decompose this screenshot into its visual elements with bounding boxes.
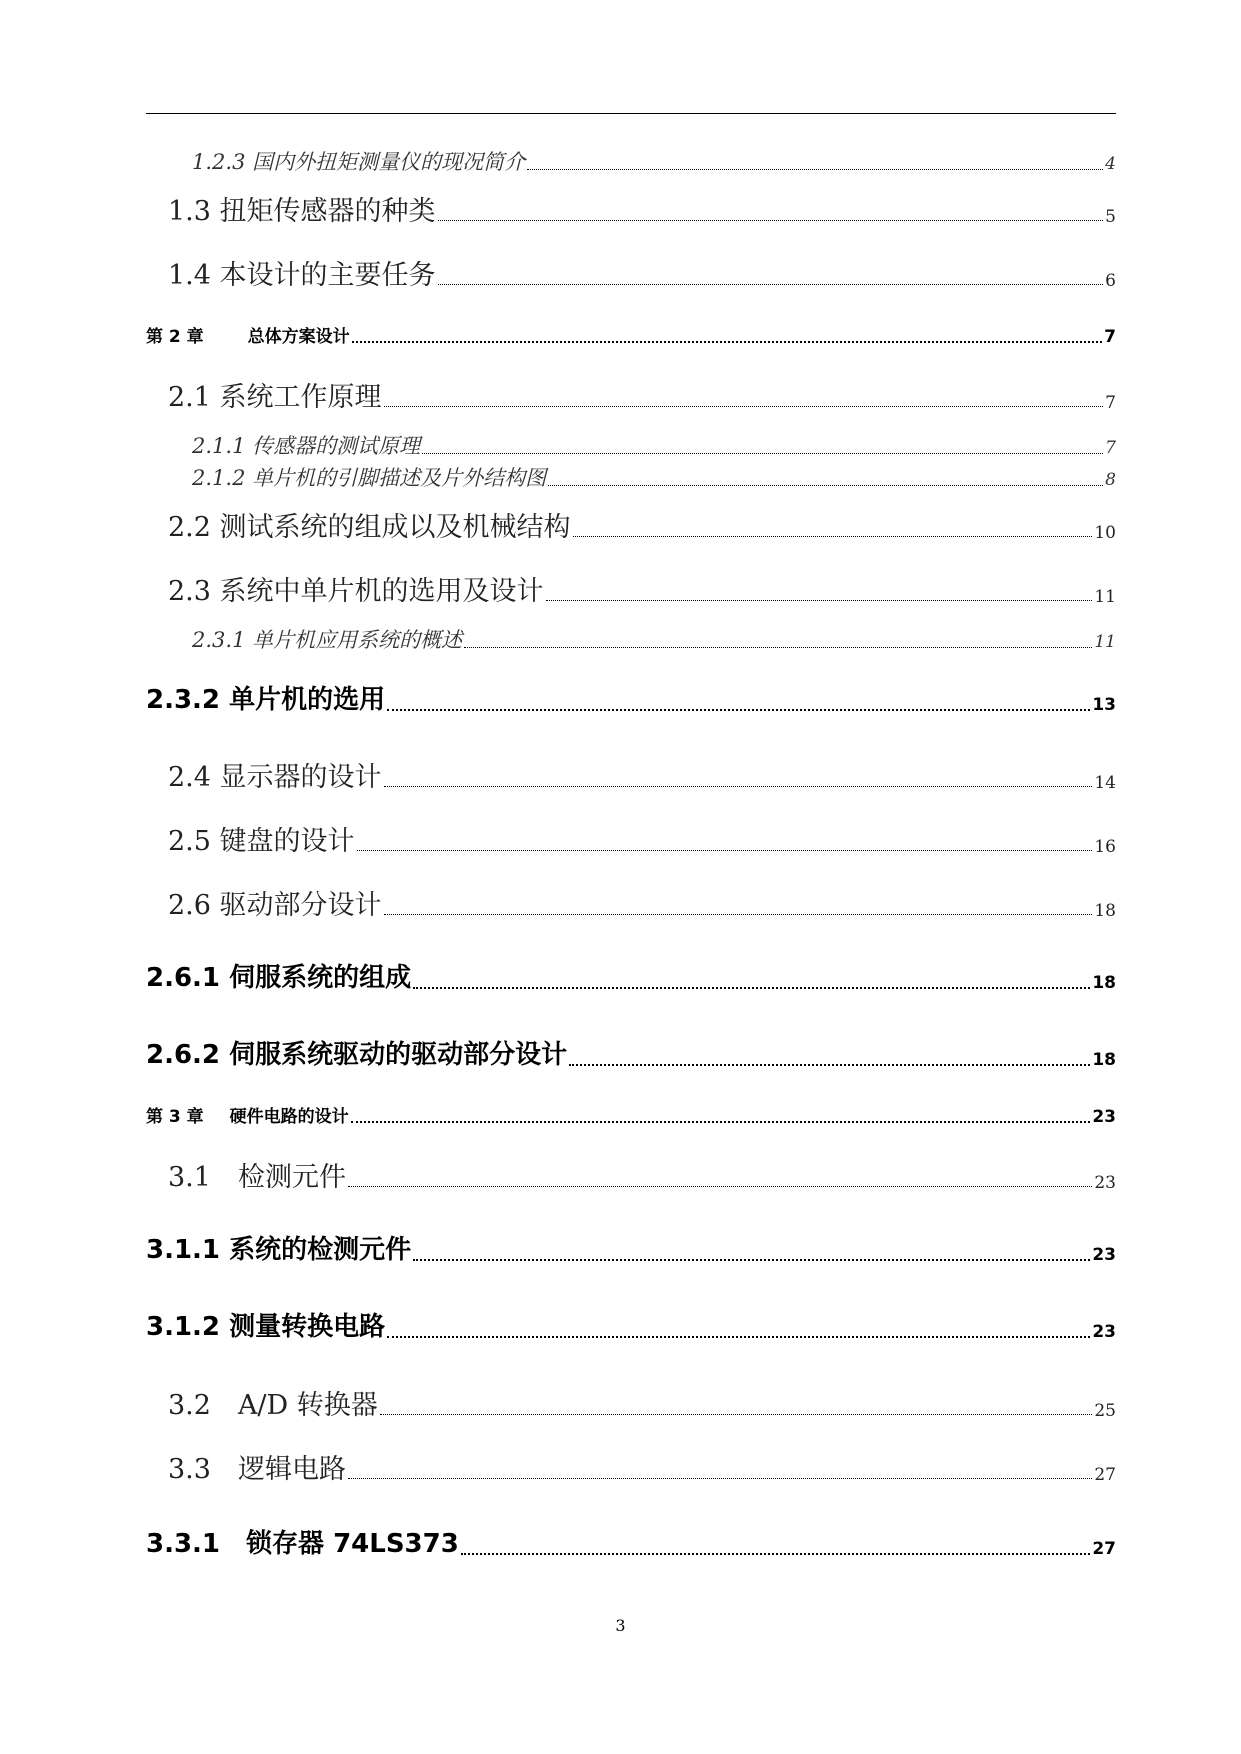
toc-entry[interactable] (146, 1530, 1116, 1560)
toc-entry-title: 2.6 驱动部分设计 (168, 890, 382, 921)
toc-leader (352, 341, 1102, 343)
toc-entry-title: 2.1 系统工作原理 (168, 382, 382, 413)
toc-leader (527, 169, 1103, 170)
header-rule (146, 113, 1116, 114)
toc-entry[interactable] (146, 1041, 1116, 1071)
toc-entry-page: 25 (1094, 1400, 1116, 1421)
toc-entry-title: 2.1.1 传感器的测试原理 (192, 434, 421, 458)
toc-entry[interactable] (168, 890, 1116, 921)
toc-entry[interactable] (168, 512, 1116, 543)
toc-entry-title: 2.1.2 单片机的引脚描述及片外结构图 (192, 466, 547, 490)
toc-leader (569, 1064, 1090, 1066)
toc-entry-title: 3.1 检测元件 (168, 1162, 346, 1193)
toc-entry-page: 10 (1094, 522, 1116, 543)
toc-entry-page: 27 (1094, 1464, 1116, 1485)
toc-leader (348, 1186, 1092, 1187)
toc-entry[interactable] (168, 196, 1116, 227)
chapter-title: 硬件电路的设计 (229, 1107, 349, 1127)
toc-entry-page: 7 (1105, 437, 1116, 458)
chapter-number: 第 3 章 (146, 1107, 204, 1127)
toc-entry-title: 2.6.1 伺服系统的组成 (146, 963, 412, 993)
toc-entry[interactable] (192, 150, 1116, 174)
toc-entry-page: 23 (1092, 1322, 1116, 1343)
toc-entry-page: 13 (1092, 695, 1116, 716)
toc-entry[interactable] (168, 382, 1116, 413)
toc-leader (546, 600, 1093, 601)
toc-leader (384, 406, 1104, 407)
toc-entry-page: 8 (1105, 469, 1116, 490)
toc-entry-title: 3.1.1 系统的检测元件 (146, 1235, 412, 1265)
toc-entry-page: 4 (1105, 153, 1116, 174)
toc-entry-title: 3.3.1 锁存器 74LS373 (146, 1529, 459, 1559)
chapter-title: 总体方案设计 (247, 327, 350, 347)
toc-entry-title: 3.2 A/D 转换器 (168, 1390, 378, 1421)
toc-entry[interactable] (192, 466, 1116, 490)
toc-leader (380, 1414, 1093, 1415)
toc-leader (384, 914, 1093, 915)
toc-entry[interactable] (168, 576, 1116, 607)
toc-entry[interactable] (146, 1236, 1116, 1266)
toc-entry[interactable] (168, 1390, 1116, 1421)
toc-entry[interactable] (168, 826, 1116, 857)
toc-leader (461, 1553, 1091, 1555)
toc-entry-page: 23 (1092, 1245, 1116, 1266)
toc-leader (348, 1478, 1092, 1479)
toc-entry-page: 18 (1092, 1050, 1116, 1071)
toc-entry[interactable] (192, 628, 1116, 652)
toc-leader (422, 453, 1103, 454)
toc-entry[interactable] (168, 1454, 1116, 1485)
toc-entry-page: 23 (1092, 1107, 1116, 1127)
toc-entry[interactable] (146, 686, 1116, 716)
toc-leader (384, 786, 1093, 787)
toc-leader (573, 536, 1093, 537)
toc-entry-chapter[interactable] (146, 1108, 1116, 1128)
toc-entry-title: 2.5 键盘的设计 (168, 826, 355, 857)
toc-entry-title: 3.1.2 测量转换电路 (146, 1312, 386, 1342)
toc-leader (438, 220, 1104, 221)
toc-leader (464, 647, 1092, 648)
toc-entry[interactable] (146, 964, 1116, 994)
toc-entry-title: 1.2.3 国内外扭矩测量仪的现况简介 (192, 150, 526, 174)
chapter-number: 第 2 章 (146, 327, 204, 347)
toc-leader (357, 850, 1093, 851)
toc-entry-title: 3.3 逻辑电路 (168, 1454, 346, 1485)
toc-leader (387, 709, 1090, 711)
toc-entry-title: 2.4 显示器的设计 (168, 762, 382, 793)
toc-leader (413, 1259, 1090, 1261)
toc-entry[interactable] (192, 434, 1116, 458)
toc-entry-page: 14 (1094, 772, 1116, 793)
toc-leader (548, 485, 1103, 486)
toc-entry-title: 2.3.1 单片机应用系统的概述 (192, 628, 463, 652)
toc-entry-title: 2.6.2 伺服系统驱动的驱动部分设计 (146, 1040, 568, 1070)
toc-entry[interactable] (168, 260, 1116, 291)
toc-leader (413, 987, 1090, 989)
toc-entry-page: 11 (1094, 586, 1116, 607)
toc-entry-page: 7 (1104, 327, 1116, 347)
toc-entry-page: 6 (1105, 270, 1116, 291)
toc-entry[interactable] (168, 1162, 1116, 1193)
toc-entry-title: 1.4 本设计的主要任务 (168, 260, 436, 291)
toc-entry-page: 7 (1105, 392, 1116, 413)
toc-entry-page: 27 (1092, 1539, 1116, 1560)
toc-entry-page: 18 (1092, 973, 1116, 994)
toc-entry-page: 23 (1094, 1172, 1116, 1193)
toc-leader (438, 284, 1104, 285)
toc-entry-page: 16 (1094, 836, 1116, 857)
page-number: 3 (615, 1616, 626, 1635)
toc-entry-page: 5 (1105, 206, 1116, 227)
toc-entry-page: 11 (1094, 631, 1116, 652)
toc-entry-title: 2.2 测试系统的组成以及机械结构 (168, 512, 571, 543)
toc-leader (351, 1121, 1091, 1123)
toc-entry-chapter[interactable] (146, 328, 1116, 348)
toc-entry-page: 18 (1094, 900, 1116, 921)
toc-entry[interactable] (146, 1313, 1116, 1343)
toc-entry-title: 1.3 扭矩传感器的种类 (168, 196, 436, 227)
toc-entry[interactable] (168, 762, 1116, 793)
toc-leader (387, 1336, 1090, 1338)
toc-entry-title: 2.3 系统中单片机的选用及设计 (168, 576, 544, 607)
toc-entry-title: 2.3.2 单片机的选用 (146, 685, 386, 715)
